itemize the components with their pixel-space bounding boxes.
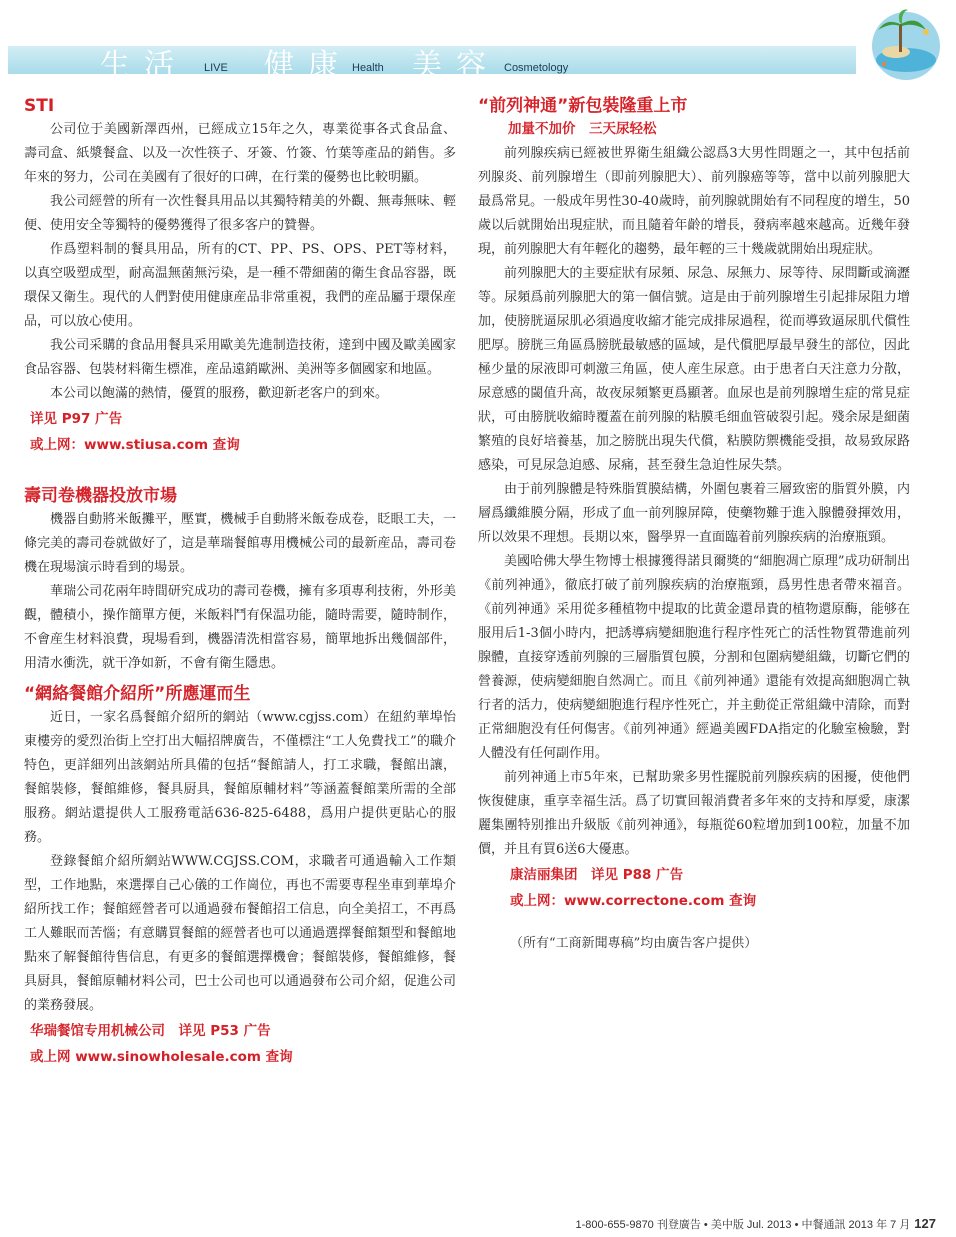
article-title: STI xyxy=(24,96,55,116)
header-section-en: Health xyxy=(352,62,384,74)
article-paragraph: 前列腺疾病已經被世界衛生組織公認爲3大男性問題之一，其中包括前列腺炎、前列腺增生（即前列腺肥大）、前列腺癌等等，當中以前列腺肥大最爲常見。一般成年男性30-40歲時，前列腺就開始有不同程度的增生，50歲以后就開始出現症狀，而且隨着年齡的增長，發病率越來越高。近幾年發現，前列腺肥大有年輕化的趨勢，最年輕的三十幾歲就開始出現症狀。 xyxy=(478,146,910,257)
header-section-en: Cosmetology xyxy=(504,62,569,74)
article-paragraph: 機器自動將米飯攤平，壓實，機械手自動將米飯卷成卷，眨眼工夫，一條完美的壽司卷就做好了，這是華瑞餐館專用機械公司的最新産品，壽司卷機在現場演示時看到的場景。 xyxy=(24,512,456,575)
article-title: “網絡餐館介紹所”所應運而生 xyxy=(24,684,251,704)
article-title: 壽司卷機器投放市場 xyxy=(24,486,177,506)
article-paragraph: 前列腺肥大的主要症狀有尿頻、尿急、尿無力、尿等待、尿問斷或滴瀝等。尿頻爲前列腺肥大的第一個信號。這是由于前列腺增生引起排尿阻力增加，使膀胱逼尿肌必須過度收縮才能完成排尿過程，從而導致逼尿肌代償性肥厚。膀胱三角區爲膀胱最敏感的區域，是代償肥厚最早發生的部位，因此極少量的尿液即可刺激三角區，使人産生尿意。由于患者白天注意力分散，尿意感的閾值升高，故夜尿頻繁更爲顯著。血尿也是前列腺增生症的常見症狀，可由膀胱收縮時覆蓋在前列腺的粘膜毛细血管破裂引起。殘余尿是細菌繁殖的良好培養基，加之膀胱出現失代償，粘膜防禦機能受損，故易致尿路感染，可見尿急迫感、尿痛，甚至發生急迫性尿失禁。 xyxy=(478,266,910,473)
article-sti xyxy=(24,94,456,458)
website-link[interactable]: 或上网：www.stiusa.com 查询 xyxy=(30,437,240,453)
article-subtitle: 加量不加价 三天尿轻松 xyxy=(508,121,657,137)
website-link[interactable]: 或上网 www.sinowholesale.com 查询 xyxy=(30,1049,293,1065)
header-section-en: LIVE xyxy=(204,62,228,74)
header-section-zh: 美容 xyxy=(412,48,500,83)
section-header-band xyxy=(8,46,856,83)
article-paragraph: 近日，一家名爲餐館介紹所的網站（www.cgjss.com）在紐約華埠怡東樓旁的愛烈治街上空打出大幅招牌廣告，不僅標注“工人免費找工”的職介特色，更詳細列出該網站所具備的包括“餐館請人，打工求職，餐館出讓，餐館裝修，餐館維修，餐具厨具，餐館原輔材料”等涵蓋餐館業所需的全部服務。網站還提供人工服務電話636-825-6488，爲用户提供更貼心的服務。 xyxy=(24,710,456,845)
page-footer xyxy=(576,1216,936,1232)
article-restaurant-agency xyxy=(24,682,456,1070)
ad-reference: 康洁丽集团 详见 P88 广告 xyxy=(510,867,684,883)
article-paragraph: 華瑞公司花兩年時間研究成功的壽司卷機，擁有多項專利技術，外形美觀，體積小，操作簡單方便，米飯料鬥有保温功能，隨時需要，隨時制作，不會産生材料浪費，現場看到，機器清洗相當容易，簡單地拆出幾個部件，用清水衝洗，就干净如新，不會有衛生隱患。 xyxy=(24,584,456,671)
footer-text: 1-800-655-9870 刊登廣告 • 美中版 Jul. 2013 • 中餐通訊 2013 年 7 月 xyxy=(575,1219,911,1231)
article-paragraph: 前列神通上市5年來，已幫助衆多男性擺脱前列腺疾病的困擾，使他們恢復健康，重享幸福生活。爲了切實回報消費者多年來的支持和厚愛，康潔麗集團特别推出升級版《前列神通》，每瓶從60粒增加到100粒，加量不加價，并且有買6送6大優惠。 xyxy=(478,770,910,857)
header-section-zh: 健康 xyxy=(264,48,352,83)
article-sushi-machine xyxy=(24,484,456,676)
left-column xyxy=(24,94,456,1070)
article-prostate xyxy=(478,94,910,914)
article-paragraph: 本公司以飽滿的熱情，優質的服務，歡迎新老客户的到來。 xyxy=(50,386,389,401)
article-title: “前列神通”新包裝隆重上市 xyxy=(478,96,688,116)
article-paragraph: 登錄餐館介紹所網站WWW.CGJSS.COM，求職者可通過輸入工作類型，工作地點，來選擇自己心儀的工作崗位，再也不需要専程坐車到華埠介紹所找工作；餐館經營者可以通過發布餐館招工信息，向全美招工，不再爲工人難眠而苦惱；有意購買餐館的經營者也可以通過選擇餐館類型和餐館地點來了解餐館待售信息，有更多的餐館選擇機會；餐館裝修，餐館維修，餐具厨具，餐館原輔材料公司，巴士公司也可以通過發布公司介紹，促進公司的業務發展。 xyxy=(24,854,456,1013)
website-link[interactable]: 或上网：www.correctone.com 查询 xyxy=(510,893,757,909)
article-paragraph: 作爲塑料制的餐具用品，所有的CT、PP、PS、OPS、PET等材料，以真空吸塑成型，耐高温無菌無污染，是一種不帶細菌的衛生食品容器，既環保又衛生。現代的人們對使用健康産品非常重視，我們的産品屬于環保産品，可以放心使用。 xyxy=(24,242,456,329)
right-column xyxy=(478,94,910,956)
page-number: 127 xyxy=(914,1216,936,1231)
article-paragraph: 由于前列腺體是特殊脂質膜結構，外圍包裹着三層致密的脂質外膜，内層爲纖維膜分隔，形成了血一前列腺屏障，使藥物難于進入腺體發揮效用，所以效果不理想。長期以來，醫學界一直面臨着前列腺疾病的治療瓶頸。 xyxy=(478,482,910,545)
article-paragraph: 公司位于美國新澤西州，已經成立15年之久，專業從事各式食品盒、壽司盒、紙漿餐盒、以及一次性筷子、牙簽、竹簽、竹葉等產品的銷售。多年來的努力，公司在美國有了很好的口碑，在行業的優勢也比較明顯。 xyxy=(24,122,456,185)
globe-island-icon xyxy=(856,2,952,84)
article-paragraph: 美國哈佛大學生物博士根據獲得諾貝爾獎的“細胞凋亡原理”成功研制出《前列神通》，徹底打破了前列腺疾病的治療瓶頸，爲男性患者帶來福音。《前列神通》采用從多種植物中提取的比黄金還昂貴的植物還原酶，能够在服用后1-3個小時内，把誘導病變細胞進行程序性死亡的活性物質帶進前列腺體，直接穿透前列腺的三層脂質包膜，分割和包圍病變組織，切斷它們的營養源，使病變細胞自然凋亡。而且《前列神通》還能有效提高細胞凋亡執行者的活力，使病變細胞進行程序性死亡，并主動從正常組織中清除，而對正常細胞没有任何傷害。《前列神通》經過美國FDA指定的化驗室檢驗，對人體没有任何副作用。 xyxy=(478,554,910,761)
header-section-zh: 生活 xyxy=(100,48,188,83)
ad-reference: 华瑞餐馆专用机械公司 详见 P53 广告 xyxy=(30,1023,271,1039)
article-paragraph: 我公司經營的所有一次性餐具用品以其獨特精美的外觀、無毒無味、輕便、使用安全等獨特的優勢獲得了很多客户的贊譽。 xyxy=(24,194,456,233)
ad-reference: 详见 P97 广告 xyxy=(30,411,123,427)
article-paragraph: 我公司采購的食品用餐具采用歐美先進制造技術，達到中國及歐美國家食品容器、包裝材料衛生標准，産品遠銷歐洲、美洲等多個國家和地區。 xyxy=(24,338,456,377)
disclaimer-note: （所有“工商新聞專稿”均由廣告客户提供） xyxy=(510,936,758,951)
